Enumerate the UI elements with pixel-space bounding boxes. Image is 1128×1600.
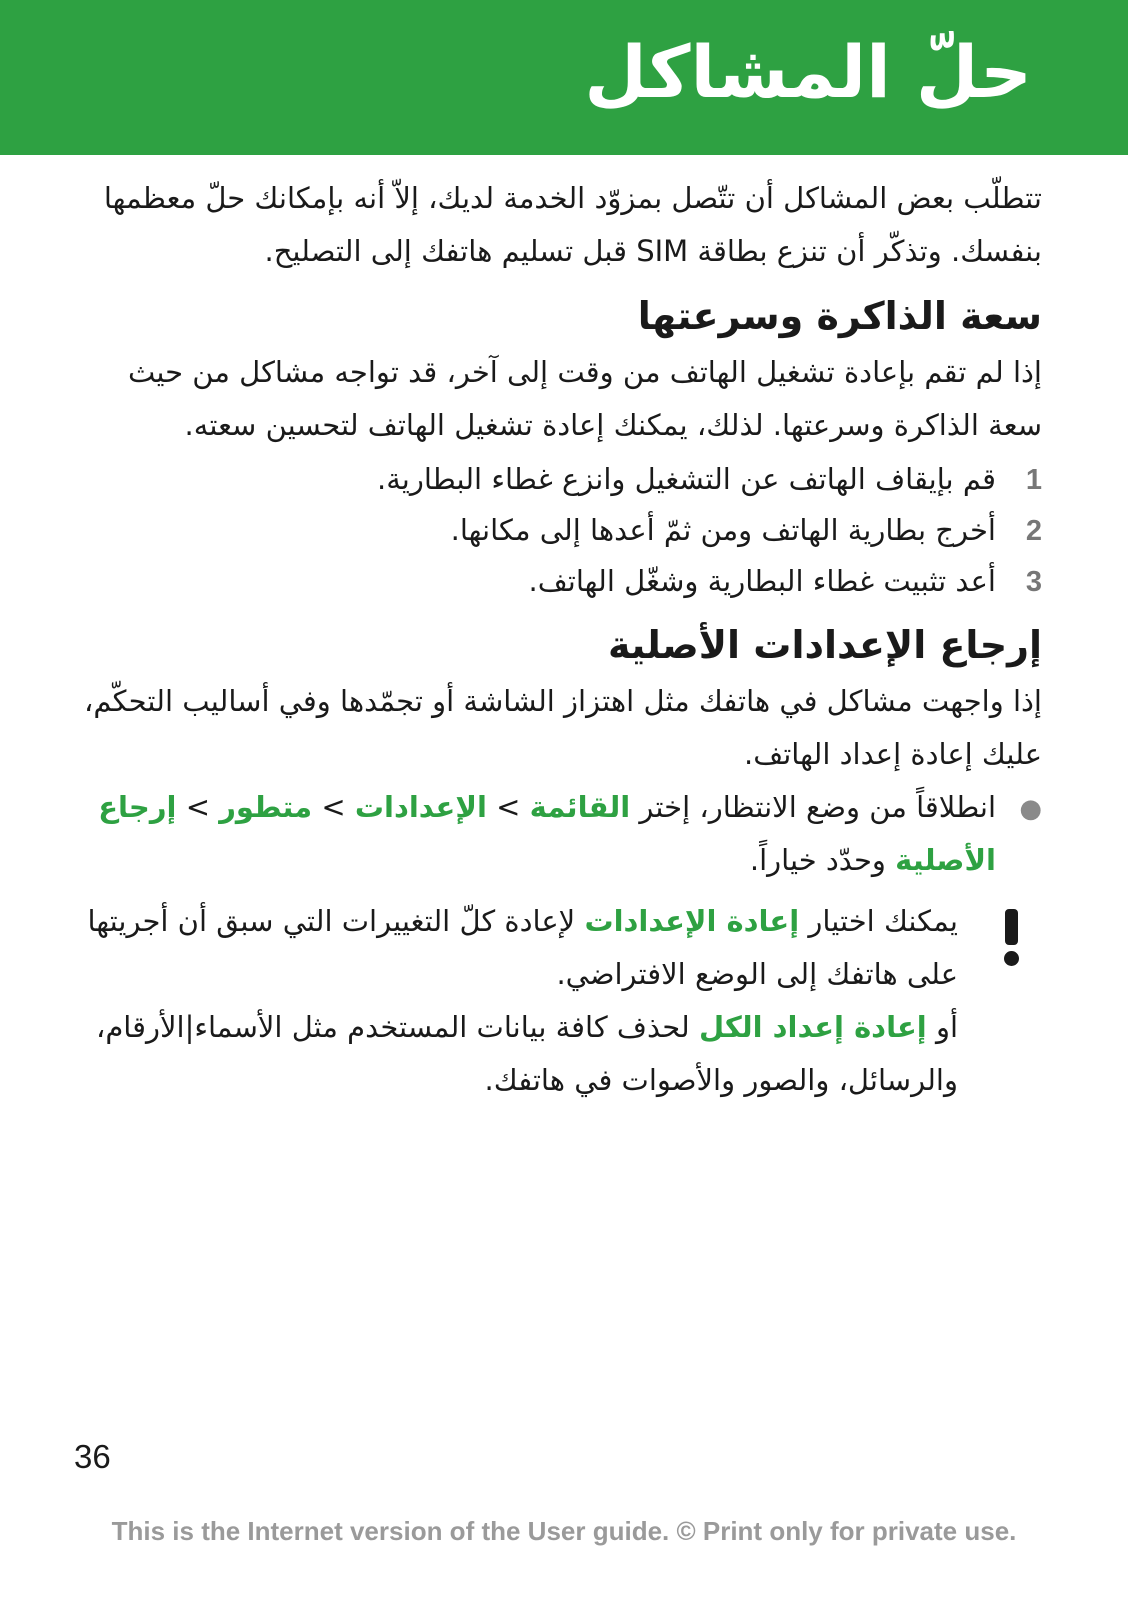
page-number: 36: [74, 1438, 111, 1475]
page-title: حلّ المشاكل: [584, 30, 1032, 114]
step-text: أعد تثبيت غطاء البطارية وشغّل الهاتف.: [528, 564, 996, 598]
reset-body: إذا واجهت مشاكل في هاتفك مثل اهتزاز الشاشة أو تجمّدها وفي أساليب التحكّم، عليك إعادة إعداد الهاتف.: [84, 684, 1042, 771]
menu-path-master-reset: إرجاع الأصلية: [98, 790, 996, 877]
menu-path-menu: القائمة: [529, 790, 631, 824]
note-line-reset-all: أو إعادة إعداد الكل لحذف كافة بيانات المستخدم مثل الأسماء|الأرقام، والرسائل، والصور والأصوات في هاتفك.: [95, 1010, 958, 1097]
intro-paragraph: تتطلّب بعض المشاكل أن تتّصل بمزوّد الخدمة لديك، إلاّ أنه بإمكانك حلّ معظمها بنفسك. وتذكّر أن تنزع بطاقة SIM قبل تسليم هاتفك إلى التصليح.: [103, 181, 1042, 268]
step-item: [82, 454, 1042, 505]
menu-path-settings: الإعدادات: [354, 790, 487, 824]
step-item: [82, 556, 1042, 607]
reset-settings-term: إعادة الإعدادات: [584, 904, 800, 938]
step-text: أخرج بطارية الهاتف ومن ثمّ أعدها إلى مكانها.: [450, 513, 996, 547]
bullet-tail: وحدّد خياراً.: [749, 843, 886, 877]
memory-section: [82, 286, 1042, 607]
path-separator: >: [185, 790, 210, 824]
header-band: [0, 0, 1128, 155]
note-text: [82, 895, 958, 1107]
step-number: 2: [1025, 515, 1042, 547]
main-content: [82, 172, 1042, 1107]
reset-all-term: إعادة إعداد الكل: [698, 1010, 927, 1044]
step-number: 1: [1025, 464, 1042, 496]
path-separator: >: [321, 790, 346, 824]
footer-disclaimer: This is the Internet version of the User guide. © Print only for private use.: [111, 1516, 1017, 1546]
reset-bullet: [82, 781, 1042, 887]
reset-heading: إرجاع الإعدادات الأصلية: [607, 623, 1042, 667]
step-item: [82, 505, 1042, 556]
memory-heading: سعة الذاكرة وسرعتها: [637, 294, 1042, 338]
memory-steps: [82, 454, 1042, 607]
step-number: 3: [1025, 566, 1042, 598]
note-line-settings: يمكنك اختيار إعادة الإعدادات لإعادة كلّ التغييرات التي سبق أن أجريتها على هاتفك إلى الوضع الافتراضي.: [87, 904, 958, 991]
bullet-dot-icon: ●: [1019, 794, 1042, 824]
step-text: قم بإيقاف الهاتف عن التشغيل وانزع غطاء البطارية.: [377, 462, 996, 496]
bullet-text: [82, 781, 996, 887]
bullet-lead: انطلاقاً من وضع الانتظار، إختر: [639, 790, 996, 824]
menu-path-advanced: متطور: [219, 790, 313, 824]
warning-note: [82, 895, 1042, 1107]
exclamation-icon: [958, 895, 1042, 975]
reset-section: [82, 615, 1042, 1107]
memory-body: إذا لم تقم بإعادة تشغيل الهاتف من وقت إلى آخر، قد تواجه مشاكل من حيث سعة الذاكرة وسرعتها. لذلك، يمكنك إعادة تشغيل الهاتف لتحسين سعته.: [127, 355, 1042, 442]
path-separator: >: [496, 790, 521, 824]
